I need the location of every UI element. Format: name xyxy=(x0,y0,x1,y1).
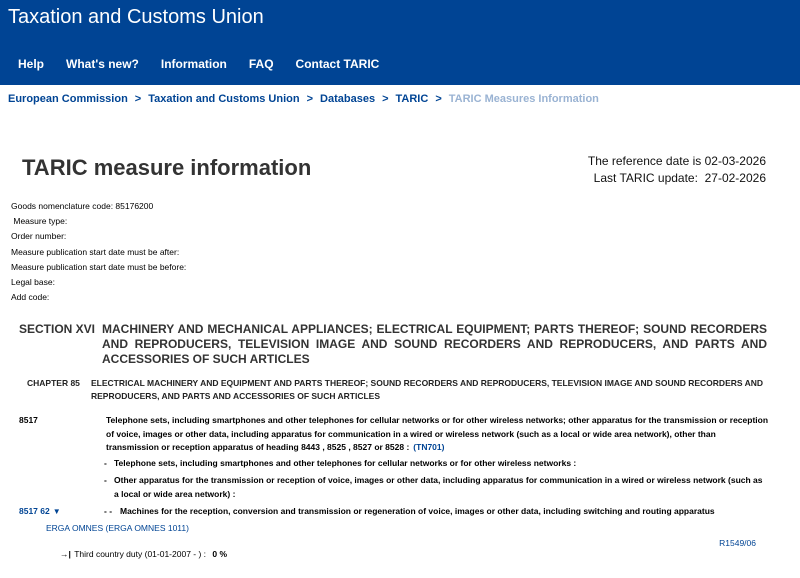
chapter-row xyxy=(27,377,767,403)
regulation-link[interactable]: R1549/06 xyxy=(719,538,756,548)
heading-text xyxy=(106,414,769,455)
nav-contact-taric[interactable]: Contact TARIC xyxy=(295,57,380,71)
site-header xyxy=(0,0,800,85)
reference-info xyxy=(588,153,766,187)
subheading-row xyxy=(104,505,764,519)
search-criteria xyxy=(11,199,186,305)
duty-row xyxy=(60,549,227,559)
section-number: SECTION XVI xyxy=(19,322,96,336)
origin-link[interactable]: ERGA OMNES (ERGA OMNES 1011) xyxy=(46,523,189,533)
subheading-row xyxy=(104,457,764,471)
commodity-code-label[interactable]: 8517 62 xyxy=(19,506,50,516)
arrow-right-bar-icon: →| xyxy=(60,549,71,559)
criteria-start-after: Measure publication start date must be after: xyxy=(11,246,180,257)
page-title: TARIC measure information xyxy=(22,155,312,180)
heading-description: Telephone sets, including smartphones and other telephones for cellular networks or for other wireless networks; other apparatus for the transmission or reception of voice, images or other data, including apparatus for communication in a wired or wireless network (such as a local or wide area network), other than transmission or reception apparatus of heading 8443 , 8525 , 8527 or 8528 : xyxy=(106,415,769,452)
breadcrumb-separator: > xyxy=(435,93,442,105)
breadcrumb-european-commission[interactable]: European Commission xyxy=(8,93,128,105)
heading-row xyxy=(19,414,769,455)
chapter-text: ELECTRICAL MACHINERY AND EQUIPMENT AND PARTS THEREOF; SOUND RECORDERS AND REPRODUCERS, TELEVISION IMAGE AND SOUND RECORDERS AND REPRODUCERS, AND PARTS AND ACCESSORIES OF SUCH ARTICLES xyxy=(91,378,764,401)
nav-help[interactable]: Help xyxy=(18,57,45,71)
nav-whats-new[interactable]: What's new? xyxy=(66,57,139,71)
arrow-down-icon[interactable]: ▼ xyxy=(52,507,61,516)
last-update: Last TARIC update: 27-02-2026 xyxy=(593,171,766,185)
subheading-text: Telephone sets, including smartphones and other telephones for cellular networks or for other wireless networks : xyxy=(114,458,577,468)
indent-dash: - - xyxy=(104,506,113,516)
breadcrumb-separator: > xyxy=(306,93,314,105)
criteria-order-number: Order number: xyxy=(11,231,67,242)
criteria-legal-base: Legal base: xyxy=(11,277,55,288)
site-title[interactable]: Taxation and Customs Union xyxy=(8,6,264,28)
criteria-goods-code: Goods nomenclature code: 85176200 xyxy=(11,201,154,211)
section-text: MACHINERY AND MECHANICAL APPLIANCES; ELECTRICAL EQUIPMENT; PARTS THEREOF; SOUND RECORDERS AND REPRODUCERS, TELEVISION IMAGE AND SOUND RECORDERS AND REPRODUCERS, AND PARTS AND ACCESSORIES OF SUCH ARTICLES xyxy=(102,322,767,366)
duty-value: 0 % xyxy=(212,549,228,559)
subheading-text: Other apparatus for the transmission or reception of voice, images or other data, including apparatus for communication in a wired or wireless network (such as a local or wide area network) : xyxy=(114,475,763,499)
breadcrumb-taxation[interactable]: Taxation and Customs Union xyxy=(148,93,300,105)
nav-information[interactable]: Information xyxy=(160,57,227,71)
indent-dash: - xyxy=(104,475,107,485)
breadcrumb-databases[interactable]: Databases xyxy=(320,93,376,105)
indent-dash: - xyxy=(104,458,107,468)
subheading-text: Machines for the reception, conversion and transmission or regeneration of voice, images or other data, including switching and routing apparatus xyxy=(120,506,715,516)
nav-faq[interactable]: FAQ xyxy=(248,57,274,71)
breadcrumb-separator: > xyxy=(134,93,142,105)
main-nav xyxy=(0,55,384,73)
footnote-link[interactable]: (TN701) xyxy=(413,442,445,452)
section-row xyxy=(19,322,767,367)
breadcrumb-taric[interactable]: TARIC xyxy=(395,93,429,105)
criteria-add-code: Add code: xyxy=(11,292,50,303)
criteria-start-before: Measure publication start date must be before: xyxy=(11,261,187,272)
heading-code: 8517 xyxy=(19,415,38,425)
duty-label: Third country duty (01-01-2007 - ) : xyxy=(74,549,207,559)
breadcrumb-separator: > xyxy=(382,93,389,105)
commodity-code[interactable] xyxy=(19,506,61,516)
reference-date: The reference date is 02-03-2026 xyxy=(587,154,766,168)
breadcrumb xyxy=(8,93,599,105)
subheading-row xyxy=(104,474,764,501)
breadcrumb-current: TARIC Measures Information xyxy=(448,93,599,105)
criteria-measure-type: Measure type: xyxy=(11,216,68,227)
chapter-number: CHAPTER 85 xyxy=(27,378,80,388)
